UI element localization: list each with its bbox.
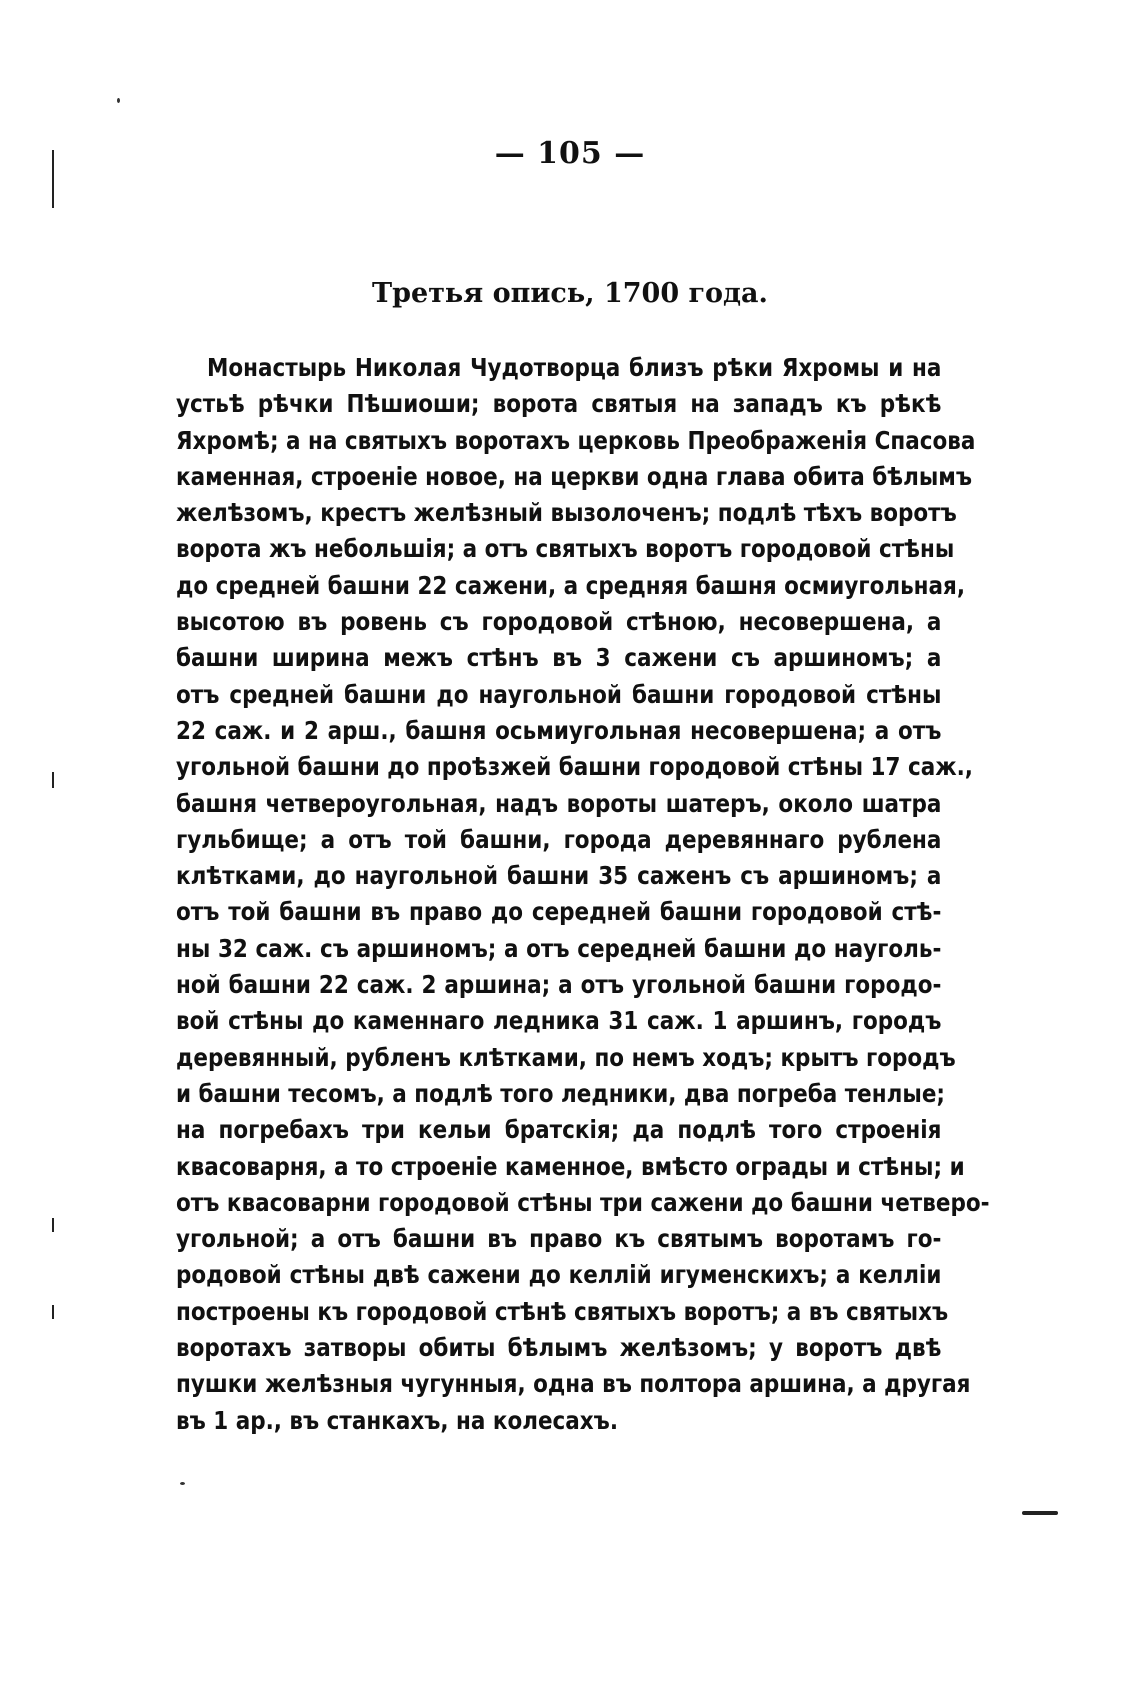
text-line: отъ той башни въ право до середней башни городовой стѣ-	[176, 897, 942, 927]
text-line: ворота жъ небольшія; а отъ святыхъ воротъ городовой стѣны	[176, 534, 955, 564]
text-line: квасоварня, а то строеніе каменное, вмѣсто ограды и стѣны; и	[176, 1151, 965, 1181]
section-heading: Третья опись, 1700 года.	[372, 278, 768, 309]
text-line: построены къ городовой стѣнѣ святыхъ воротъ; а въ святыхъ	[176, 1296, 949, 1326]
text-line: высотою въ ровень съ городовой стѣною, несовершена, а	[176, 607, 942, 637]
text-line: желѣзомъ, крестъ желѣзный вызолоченъ; подлѣ тѣхъ воротъ	[176, 498, 957, 528]
text-line: вой стѣны до каменнаго ледника 31 саж. 1 аршинъ, городъ	[176, 1006, 942, 1036]
text-line: угольной башни до проѣзжей башни городовой стѣны 17 саж.,	[176, 752, 973, 782]
text-line: Яхромѣ; а на святыхъ воротахъ церковь Преображенія Спасова	[176, 425, 976, 455]
text-line: гульбище; а отъ той башни, города деревяннаго рублена	[176, 824, 942, 854]
text-line: отъ средней башни до наугольной башни городовой стѣны	[176, 679, 942, 709]
text-line: угольной; а отъ башни въ право къ святымъ воротамъ го-	[176, 1224, 942, 1254]
text-line: и башни тесомъ, а подлѣ того ледники, два погреба тенлые;	[176, 1078, 946, 1108]
text-line: Монастырь Николая Чудотворца близъ рѣки Яхромы и на	[206, 353, 942, 382]
scan-speck	[117, 98, 120, 103]
text-line: ны 32 саж. съ аршиномъ; а отъ середней башни до науголь-	[176, 933, 942, 963]
text-line: ной башни 22 саж. 2 аршина; а отъ угольной башни городо-	[176, 970, 942, 1000]
text-line: въ 1 ар., въ станкахъ, на колесахъ.	[176, 1405, 618, 1435]
text-line: клѣтками, до наугольной башни 35 саженъ съ аршиномъ; а	[176, 861, 942, 891]
text-line: до средней башни 22 сажени, а средняя башня осмиугольная,	[176, 570, 966, 600]
scan-margin-mark	[52, 1305, 54, 1319]
text-line: башни ширина межъ стѣнъ въ 3 сажени съ аршиномъ; а	[176, 643, 942, 673]
text-line: отъ квасоварни городовой стѣны три сажени до башни четверо-	[176, 1187, 990, 1217]
scan-margin-mark	[52, 1218, 54, 1232]
page-number: — 105 —	[494, 136, 646, 171]
text-line: на погребахъ три кельи братскія; да подлѣ того строенія	[176, 1115, 942, 1145]
scan-speck	[180, 1482, 185, 1485]
text-line: башня четвероугольная, надъ вороты шатеръ, около шатра	[176, 788, 942, 818]
text-line: родовой стѣны двѣ сажени до келлій игуменскихъ; а келліи	[176, 1260, 942, 1290]
scan-edge-mark	[1022, 1511, 1058, 1515]
text-line: каменная, строеніе новое, на церкви одна глава обита бѣлымъ	[176, 461, 973, 491]
text-line: деревянный, рубленъ клѣтками, по немъ ходъ; крытъ городъ	[176, 1042, 956, 1072]
text-line: пушки желѣзныя чугунныя, одна въ полтора аршина, а другая	[176, 1369, 971, 1399]
text-line: воротахъ затворы обиты бѣлымъ желѣзомъ; у воротъ двѣ	[176, 1333, 942, 1363]
text-line: 22 саж. и 2 арш., башня осьмиугольная несовершена; а отъ	[176, 715, 942, 745]
body-paragraph	[176, 350, 990, 1439]
text-line: устьѣ рѣчки Пѣшиоши; ворота святыя на западъ къ рѣкѣ	[176, 389, 942, 419]
scan-margin-mark	[52, 772, 54, 788]
